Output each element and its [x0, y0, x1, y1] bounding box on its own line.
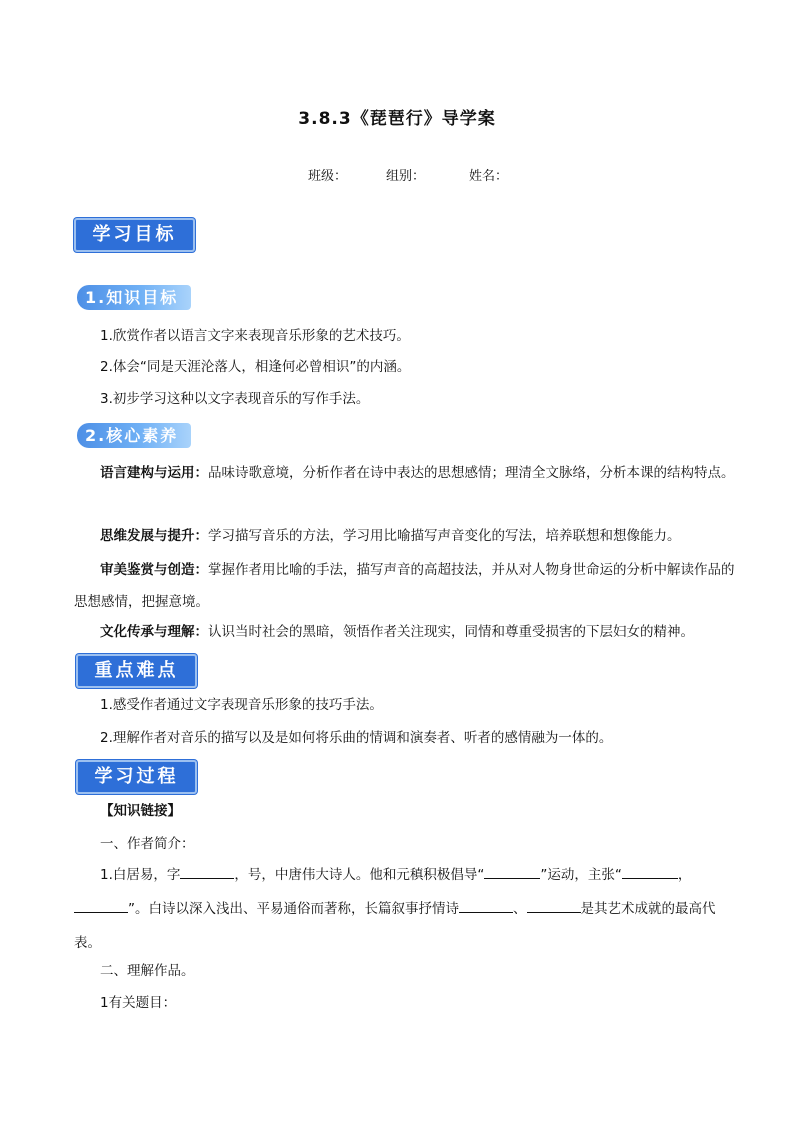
- class-label: 班级：: [308, 169, 348, 184]
- section-banner-learning-goals: 学习目标: [74, 218, 195, 252]
- author-text: ，号，中唐伟大诗人。他和元稹积极倡导“: [234, 867, 485, 883]
- section-banner-key-difficulties: 重点难点: [76, 654, 197, 688]
- core-literacy-item: [74, 457, 742, 489]
- fill-blank[interactable]: [459, 898, 513, 913]
- page-title: 3.8.3《琵琶行》导学案: [298, 109, 496, 129]
- author-text: 1.白居易，字: [100, 867, 181, 883]
- title-item: 1有关题目：: [100, 995, 177, 1011]
- core-literacy-item: [74, 520, 742, 552]
- name-label: 姓名：: [469, 169, 509, 184]
- author-intro-heading: 一、作者简介：: [100, 836, 195, 852]
- fill-blank[interactable]: [484, 864, 540, 879]
- knowledge-link-heading: 【知识链接】: [100, 803, 181, 819]
- fill-blank[interactable]: [74, 898, 128, 913]
- core-literacy-item: [74, 554, 742, 618]
- core-literacy-text: 认识当时社会的黑暗，领悟作者关注现实，同情和尊重受损害的下层妇女的精神。: [208, 624, 694, 640]
- fill-blank[interactable]: [180, 864, 234, 879]
- key-difficulty-item: 1.感受作者通过文字表现音乐形象的技巧手法。: [100, 697, 383, 713]
- author-intro-paragraph: [74, 858, 742, 960]
- section-banner-core-literacy: 2.核心素养: [77, 423, 191, 448]
- knowledge-goal-item: 1.欣赏作者以语言文字来表现音乐形象的艺术技巧。: [100, 328, 410, 344]
- fill-blank[interactable]: [527, 898, 581, 913]
- core-literacy-label: 文化传承与理解：: [100, 624, 208, 640]
- core-literacy-text: 品味诗歌意境，分析作者在诗中表达的思想感情；理清全文脉络，分析本课的结构特点。: [208, 465, 735, 481]
- core-literacy-item: [74, 616, 742, 648]
- knowledge-goal-item: 2.体会“同是天涯沦落人，相逢何必曾相识”的内涵。: [100, 359, 411, 375]
- understand-work-heading: 二、理解作品。: [100, 963, 195, 979]
- author-text: 是其艺术成就的最高代表。: [74, 901, 716, 951]
- author-text: ，: [677, 867, 692, 883]
- author-text: 、: [513, 901, 527, 917]
- author-text: ”运动，主张“: [540, 867, 622, 883]
- core-literacy-label: 审美鉴赏与创造：: [100, 562, 208, 578]
- section-banner-learning-process: 学习过程: [76, 760, 197, 794]
- core-literacy-label: 语言建构与运用：: [100, 465, 208, 481]
- section-banner-knowledge-goals: 1.知识目标: [77, 285, 191, 310]
- group-label: 组别：: [386, 169, 426, 184]
- key-difficulty-item: 2.理解作者对音乐的描写以及是如何将乐曲的情调和演奏者、听者的感情融为一体的。: [100, 730, 613, 746]
- core-literacy-text: 学习描写音乐的方法，学习用比喻描写声音变化的写法，培养联想和想像能力。: [208, 528, 681, 544]
- core-literacy-text: 掌握作者用比喻的手法，描写声音的高超技法，并从对人物身世命运的分析中解读作品的思想感情，把握意境。: [74, 562, 735, 610]
- fill-blank[interactable]: [622, 864, 678, 879]
- knowledge-goal-item: 3.初步学习这种以文字表现音乐的写作手法。: [100, 391, 370, 407]
- core-literacy-label: 思维发展与提升：: [100, 528, 208, 544]
- author-text: ”。白诗以深入浅出、平易通俗而著称，长篇叙事抒情诗: [128, 901, 459, 917]
